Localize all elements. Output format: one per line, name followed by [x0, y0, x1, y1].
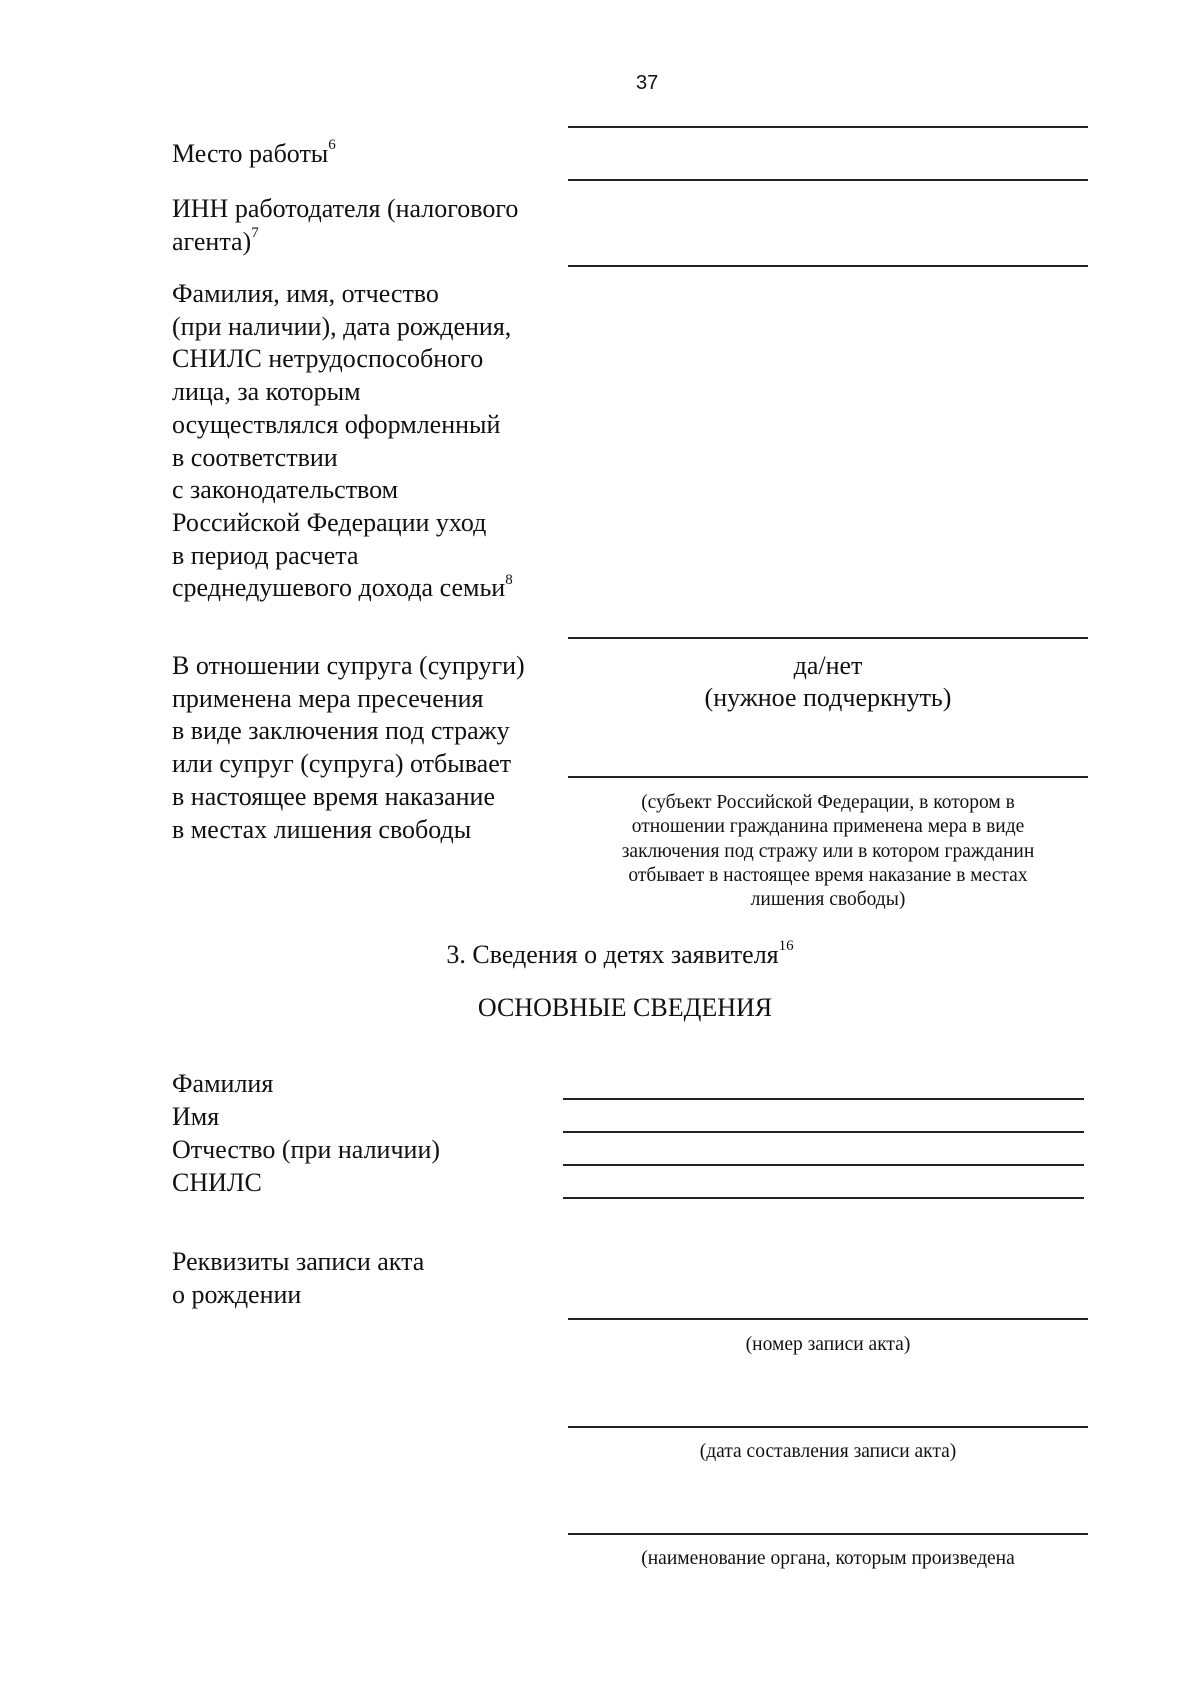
patronymic-field-line[interactable]	[563, 1164, 1084, 1166]
registry-office-caption: (наименование органа, которым произведена	[641, 1548, 1015, 1569]
page-number: 37	[636, 72, 659, 94]
care-person-field-line[interactable]	[568, 637, 1088, 639]
patronymic-label: Отчество (при наличии)	[172, 1135, 441, 1164]
footnote-ref: 7	[251, 225, 259, 242]
surname-label: Фамилия	[172, 1069, 274, 1098]
registry-office-field-line[interactable]	[568, 1533, 1088, 1535]
section3-title: 3. Сведения о детях заявителя$^{16}$	[446, 938, 794, 969]
footnote-ref: 8	[505, 571, 513, 588]
snils-label: СНИЛС	[172, 1168, 262, 1197]
record-date-field-line[interactable]	[568, 1426, 1088, 1428]
name-field-line[interactable]	[563, 1131, 1084, 1133]
employer-inn-label: ИНН работодателя (налогового агента)$^7$	[172, 194, 519, 256]
birth-record-label: Реквизиты записи акта о рождении	[172, 1247, 425, 1309]
yes-no-option[interactable]: да/нет	[793, 651, 863, 680]
care-person-label: Фамилия, имя, отчество (при наличии), дата рождения, СНИЛС нетрудоспособного лица, за которым осуществлялся оформленный в соответствии с законодательством Российской Федерации уход в период расчета среднедушевого дохода семьи$^8$	[172, 279, 513, 603]
snils-field-line[interactable]	[563, 1197, 1084, 1199]
workplace-label: Место работы$^6$	[172, 137, 336, 168]
section3-subtitle: ОСНОВНЫЕ СВЕДЕНИЯ	[477, 993, 773, 1022]
spouse-detention-label: В отношении супруга (супруги) применена мера пресечения в виде заключения под стражу или супруг (супруга) отбывает в настоящее время наказание в местах лишения свободы	[172, 651, 525, 844]
record-number-field-line[interactable]	[568, 1318, 1088, 1320]
employer-inn-field-line[interactable]	[568, 265, 1088, 267]
surname-field-line[interactable]	[563, 1098, 1084, 1100]
record-date-caption: (дата составления записи акта)	[699, 1441, 957, 1462]
footnote-ref: 6	[328, 137, 336, 154]
region-field-line[interactable]	[568, 776, 1088, 778]
region-caption: (субъект Российской Федерации, в котором в отношении гражданина применена мера в виде заключения под стражу или в котором гражданин отбывает в настоящее время наказание в местах лишения свободы)	[621, 792, 1035, 911]
name-label: Имя	[172, 1102, 220, 1131]
top-rule-line	[568, 126, 1088, 128]
workplace-field-line[interactable]	[568, 179, 1088, 181]
record-number-caption: (номер записи акта)	[745, 1334, 911, 1355]
yes-no-hint: (нужное подчеркнуть)	[704, 683, 952, 712]
footnote-ref: 16	[778, 938, 794, 955]
